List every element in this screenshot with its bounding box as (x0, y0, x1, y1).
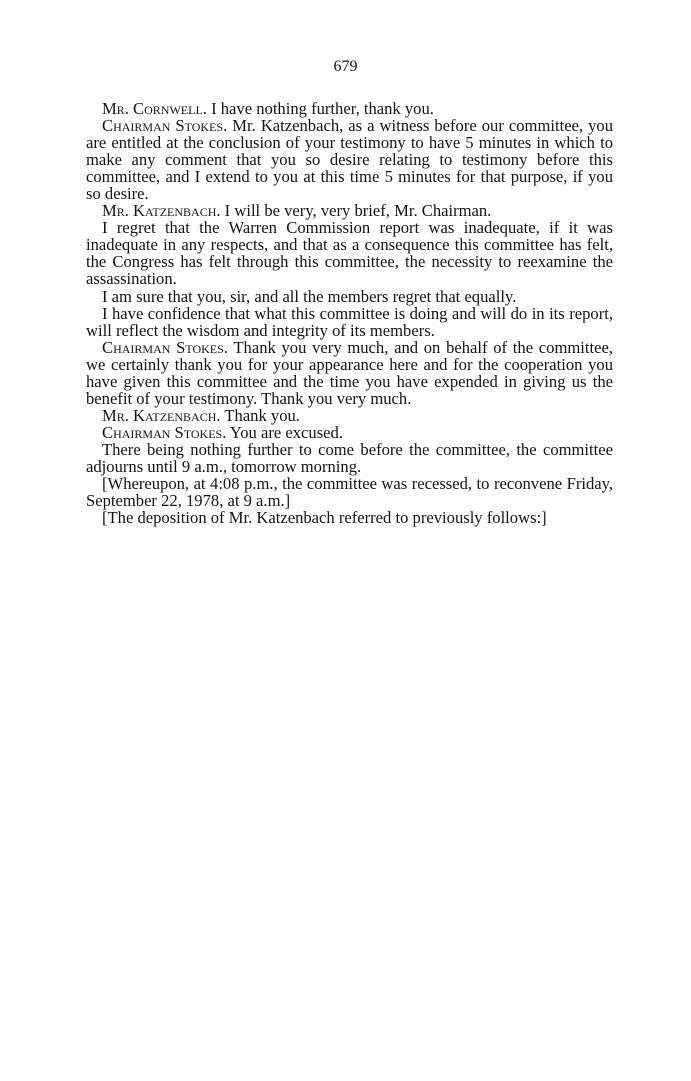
paragraph (86, 509, 613, 526)
speaker-name: Chairman Stokes. (102, 116, 228, 136)
speaker-name: Chairman Stokes. (102, 422, 227, 442)
paragraph-text: You are excused. (226, 422, 343, 442)
speaker-name: Mr. Katzenbach. (102, 201, 221, 221)
paragraph (86, 100, 613, 117)
paragraph-text: Thank you very much, and on behalf of the committee, we certainly thank you for your appearance here and for the cooperation you have given this committee and the time you have expended in giving us the benefit of your testimony. Thank you very much. (86, 337, 613, 408)
paragraph (86, 424, 613, 441)
paragraph (86, 117, 613, 202)
page-number: 679 (333, 58, 358, 75)
paragraph (86, 202, 613, 219)
paragraph (86, 475, 613, 509)
paragraph-text: I have nothing further, thank you. (206, 99, 434, 118)
paragraph (86, 305, 613, 339)
paragraph-text: I regret that the Warren Commission report was inadequate, if it was inadequate in any respects, and that as a consequence this committee has felt, the Congress has felt through this committee, the necessity to reexamine the assassination. (86, 218, 613, 289)
paragraph-text: [Whereupon, at 4:08 p.m., the committee was recessed, to reconvene Friday, September 22, 1978, at 9 a.m.] (86, 474, 613, 511)
paragraph (86, 441, 613, 475)
paragraph-text: Mr. Katzenbach, as a witness before our committee, you are entitled at the conclusion of your testimony to have 5 minutes in which to make any comment that you so desire relating to testimony before this committee, and I extend to you at this time 5 minutes for that purpose, if you so desire. (86, 116, 613, 204)
speaker-name: Chairman Stokes. (102, 337, 228, 357)
paragraph-text: I will be very, very brief, Mr. Chairman. (220, 201, 492, 221)
paragraph-text: Thank you. (220, 405, 300, 425)
paragraph-text: I am sure that you, sir, and all the members regret that equally. (102, 286, 517, 306)
speaker-name: Mr. Cornwell. (102, 99, 207, 118)
paragraph-text: I have confidence that what this committee is doing and will do in its report, will reflect the wisdom and integrity of its members. (86, 303, 613, 340)
paragraph (86, 407, 613, 424)
speaker-name: Mr. Katzenbach. (102, 405, 221, 425)
paragraph (86, 219, 613, 287)
paragraph (86, 339, 613, 407)
paragraph-text: There being nothing further to come before the committee, the committee adjourns until 9 a.m., tomorrow morning. (86, 439, 613, 476)
paragraph (86, 288, 613, 305)
body-text (86, 100, 613, 526)
paragraph-text: [The deposition of Mr. Katzenbach referred to previously follows:] (102, 508, 547, 528)
